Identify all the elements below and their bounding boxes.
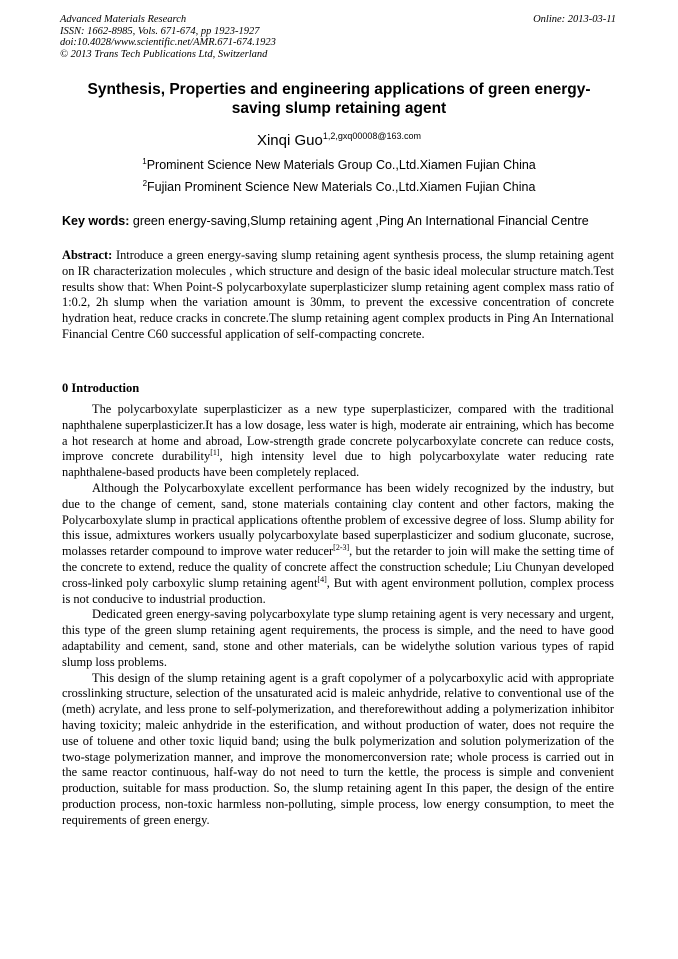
intro-text: , but the retarder to join will make the setting time of the concrete to extend, reduce the quality of concrete affect the construction schedule; Liu Chunyan developed cross-linked poly carboxylic slump retaining agent xyxy=(62,544,614,590)
copyright-line: © 2013 Trans Tech Publications Ltd, Switzerland xyxy=(60,48,268,60)
citation: [4] xyxy=(317,574,327,584)
intro-text: Although the Polycarboxylate excellent performance has been widely recognized by the industry, but due to the change of cement, sand, stone materials containing clay content and other factors, making the Polycarboxylate slump in practical applications oftenthe problem of excessive degree of loss. Slump ability for this issue, admixtures workers usually polycarboxylate based superplasticizer and sodium gluconate, sucrose, molasses retarder compound to improve water reducer xyxy=(62,480,614,559)
online-date: Online: 2013-03-11 xyxy=(533,14,616,25)
keywords-line xyxy=(62,214,618,229)
issn-line: ISSN: 1662-8985, Vols. 671-674, pp 1923-1927 xyxy=(60,25,260,37)
intro-paragraph-1 xyxy=(62,402,614,481)
intro-paragraph-3: Dedicated green energy-saving polycarboxylate type slump retaining agent is very necessary and urgent, this type of the green slump retaining agent requirements, the process is simple, and the need to have good adaptability and cement, sand, stone and other materials, can be widelythe solution various types of rapid slump loss problems. xyxy=(62,607,614,669)
intro-paragraph-2 xyxy=(62,481,614,607)
citation: [1] xyxy=(210,448,220,458)
affiliation-text: Prominent Science New Materials Group Co.,Ltd.Xiamen Fujian China xyxy=(146,158,536,172)
affiliation-number: 2 xyxy=(142,179,148,188)
author-name: Xinqi Guo xyxy=(256,132,323,149)
abstract-label: Abstract: xyxy=(62,248,113,262)
affiliation-number: 1 xyxy=(142,157,147,166)
paper-title: Synthesis, Properties and engineering applications of green energy-saving slump retaining agent xyxy=(87,81,591,117)
intro-paragraph-4: This design of the slump retaining agent is a graft copolymer of a polycarboxylic acid with appropriate crosslinking structure, selection of the unsaturated acid is maleic anhydride, relative to conventional use of the (meth) acrylate, and less prone to self-polymerization, and thereforewithout adding a polymerization inhibitor having toxicity; maleic anhydride in the esterification, and without production of water, does not require the use of toluene and other toxic liquid band; using the bulk polymerization and solution polymerization of the two-stage polymerization manner, and improve the monomerconversion rate; whole process is carried out in the same reactor continuous, half-way do not need to turn the kettle, the process is simple and convenient production, suitable for mass production. So, the slump retaining agent In this paper, the design of the entire production process, non-toxic harmless non-polluting, simple process, low energy consumption, to meet the requirements of green energy. xyxy=(62,670,614,827)
affiliation-1 xyxy=(0,158,678,173)
abstract-text: Introduce a green energy-saving slump retaining agent synthesis process, the slump retaining agent on IR characterization molecules , which structure and design of the basic ideal molecular structure match.Test results show that: When Point-S polycarboxylate superplasticizer slump retaining agent complex mass ratio of 1:0.2, 2h slump when the variation amount is 30mm, to prevent the excessive concentration of concrete hydration heat, reduce cracks in concrete.The slump retaining agent complex products in Ping An International Financial Centre C60 successful application of self-compacting concrete. xyxy=(62,248,614,341)
publication-header xyxy=(60,14,616,60)
keywords-label: Key words: xyxy=(62,214,130,228)
keywords-text: green energy-saving,Slump retaining agent ,Ping An International Financial Centre xyxy=(129,214,589,228)
affiliation-2 xyxy=(0,180,678,195)
author-superscript: 1,2,gxq00008@163.com xyxy=(322,131,422,141)
introduction-body xyxy=(62,402,614,829)
doi-line: doi:10.4028/www.scientific.net/AMR.671-674.1923 xyxy=(60,37,276,48)
author-line xyxy=(0,132,678,150)
intro-text: , high intensity level due to high polycarboxylate water reducing rate naphthalene-based products have been completely replaced. xyxy=(62,449,614,480)
abstract xyxy=(62,248,614,343)
intro-text: , But with agent environment pollution, complex process is not conducive to industrial production. xyxy=(62,575,614,606)
affiliation-text: Fujian Prominent Science New Materials Co.,Ltd.Xiamen Fujian China xyxy=(147,180,536,194)
intro-text: The polycarboxylate superplasticizer as a new type superplasticizer, compared with the traditional naphthalene superplasticizer.It has a low dosage, less water is high, moderate air entraining, which has become a hot research at home and abroad, Low-strength grade concrete polycarboxylate concrete can reduce costs, improve concrete durability xyxy=(62,402,614,464)
citation: [2-3] xyxy=(333,543,350,553)
journal-name: Advanced Materials Research xyxy=(60,14,187,25)
section-heading-introduction: 0 Introduction xyxy=(62,381,140,395)
